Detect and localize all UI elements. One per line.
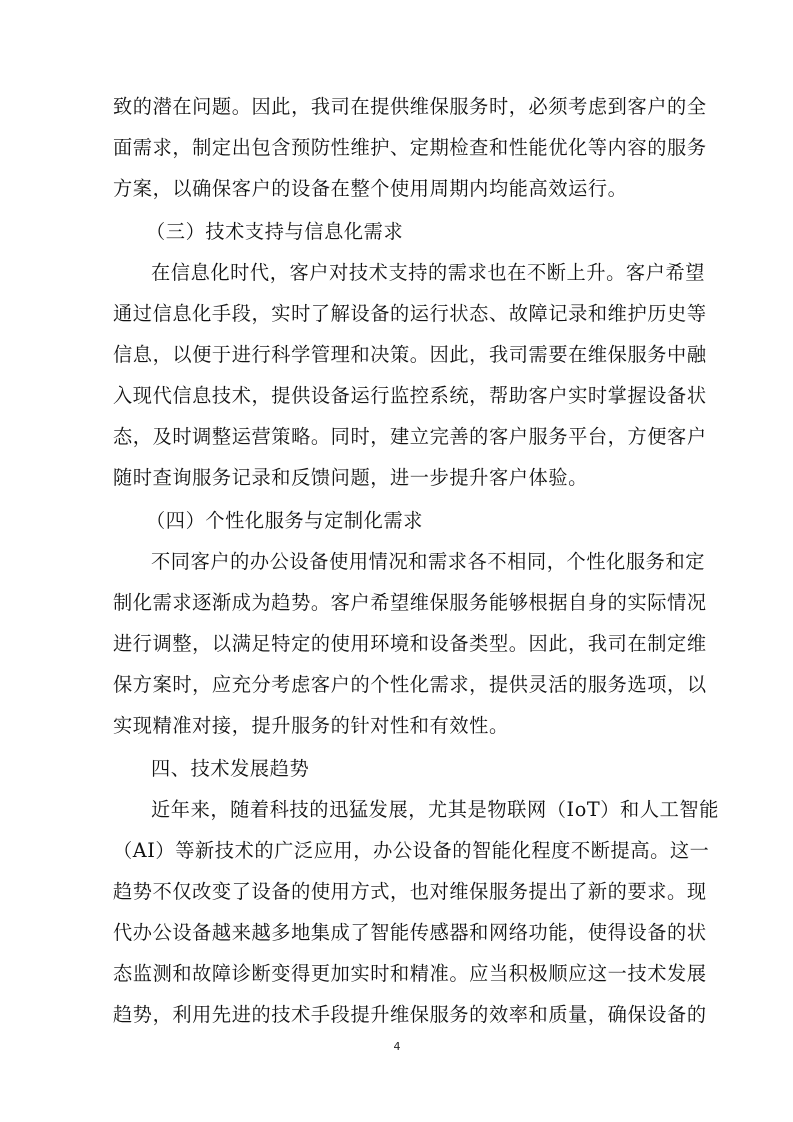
paragraph-3-line-5: 实现精准对接，提升服务的针对性和有效性。: [113, 714, 509, 737]
subsection-heading-3: （三）技术支持与信息化需求: [146, 220, 404, 243]
page-number: 4: [393, 1040, 401, 1053]
paragraph-3-line-1: 不同客户的办公设备使用情况和需求各不相同，个性化服务和定: [151, 550, 706, 573]
paragraph-3-line-3: 进行调整，以满足特定的使用环境和设备类型。因此，我司在制定维: [113, 632, 707, 655]
paragraph-3-line-4: 保方案时，应充分考虑客户的个性化需求，提供灵活的服务选项，以: [113, 673, 707, 696]
section-heading: 四、技术发展趋势: [151, 757, 310, 780]
paragraph-4-line-3: 趋势不仅改变了设备的使用方式，也对维保服务提出了新的要求。现: [113, 880, 707, 903]
paragraph-4-line-5: 态监测和故障诊断变得更加实时和精准。应当积极顺应这一技术发展: [113, 962, 707, 985]
paragraph-2-line-1: 在信息化时代，客户对技术支持的需求也在不断上升。客户希望: [151, 261, 706, 284]
paragraph-1-line-1: 致的潜在问题。因此，我司在提供维保服务时，必须考虑到客户的全: [113, 95, 707, 118]
paragraph-4-line-2: （AI）等新技术的广泛应用，办公设备的智能化程度不断提高。这一: [113, 839, 710, 862]
paragraph-4-line-1: 近年来，随着科技的迅猛发展，尤其是物联网（IoT）和人工智能: [151, 798, 719, 821]
paragraph-3-line-2: 制化需求逐渐成为趋势。客户希望维保服务能够根据自身的实际情况: [113, 591, 707, 614]
paragraph-4-line-6: 趋势，利用先进的技术手段提升维保服务的效率和质量，确保设备的: [113, 1003, 707, 1026]
paragraph-2-line-6: 随时查询服务记录和反馈问题，进一步提升客户体验。: [113, 466, 588, 489]
paragraph-4-line-4: 代办公设备越来越多地集成了智能传感器和网络功能，使得设备的状: [113, 921, 707, 944]
paragraph-1-line-3: 方案，以确保客户的设备在整个使用周期内均能高效运行。: [113, 177, 628, 200]
paragraph-2-line-3: 信息，以便于进行科学管理和决策。因此，我司需要在维保服务中融: [113, 343, 707, 366]
paragraph-2-line-5: 态，及时调整运营策略。同时，建立完善的客户服务平台，方便客户: [113, 425, 707, 448]
paragraph-1-line-2: 面需求，制定出包含预防性维护、定期检查和性能优化等内容的服务: [113, 136, 707, 159]
paragraph-2-line-4: 入现代信息技术，提供设备运行监控系统，帮助客户实时掌握设备状: [113, 384, 707, 407]
subsection-heading-4: （四）个性化服务与定制化需求: [146, 509, 424, 532]
paragraph-2-line-2: 通过信息化手段，实时了解设备的运行状态、故障记录和维护历史等: [113, 302, 707, 325]
